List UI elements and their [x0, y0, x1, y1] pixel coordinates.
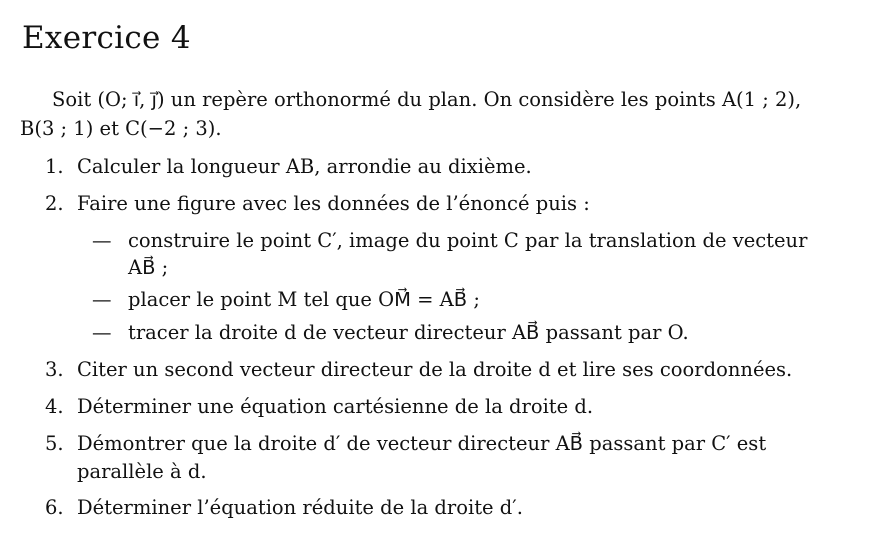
item-3-text: Citer un second vecteur directeur de la droite d et lire ses coordonnées. [77, 358, 793, 381]
item-1-number: 1. [45, 155, 64, 178]
item-2-text: Faire une figure avec les données de l’énoncé puis : [77, 192, 590, 215]
item-6-number: 6. [45, 496, 64, 519]
item-4-number: 4. [45, 395, 64, 418]
intro-line-2: B(3 ; 1) et C(−2 ; 3). [20, 117, 222, 140]
item-5-line-2: parallèle à d. [77, 460, 207, 483]
item-5-line-1: Démontrer que la droite d′ de vecteur directeur AB⃗ passant par C′ est [77, 432, 767, 455]
item-2-sub-3-dash: — [92, 321, 112, 344]
item-2-number: 2. [45, 192, 64, 215]
item-1-text: Calculer la longueur AB, arrondie au dixième. [77, 155, 532, 178]
item-5-number: 5. [45, 432, 64, 455]
item-2-sub-1-dash: — [92, 229, 112, 252]
exercise-title: Exercice 4 [22, 20, 191, 56]
item-2-sub-2-dash: — [92, 288, 112, 311]
item-2-sub-1-line-1: construire le point C′, image du point C par la translation de vecteur [128, 229, 808, 252]
item-2-sub-2-line: placer le point M tel que OM⃗ = AB⃗ ; [128, 288, 480, 311]
item-4-text: Déterminer une équation cartésienne de la droite d. [77, 395, 594, 418]
item-3-number: 3. [45, 358, 64, 381]
item-2-sub-1-line-2: AB⃗ ; [128, 256, 169, 279]
intro-line-1: Soit (O; i⃗, j⃗) un repère orthonormé du plan. On considère les points A(1 ; 2), [52, 88, 802, 111]
item-6-text: Déterminer l’équation réduite de la droite d′. [77, 496, 523, 519]
item-2-sub-3-line: tracer la droite d de vecteur directeur AB⃗ passant par O. [128, 321, 689, 344]
